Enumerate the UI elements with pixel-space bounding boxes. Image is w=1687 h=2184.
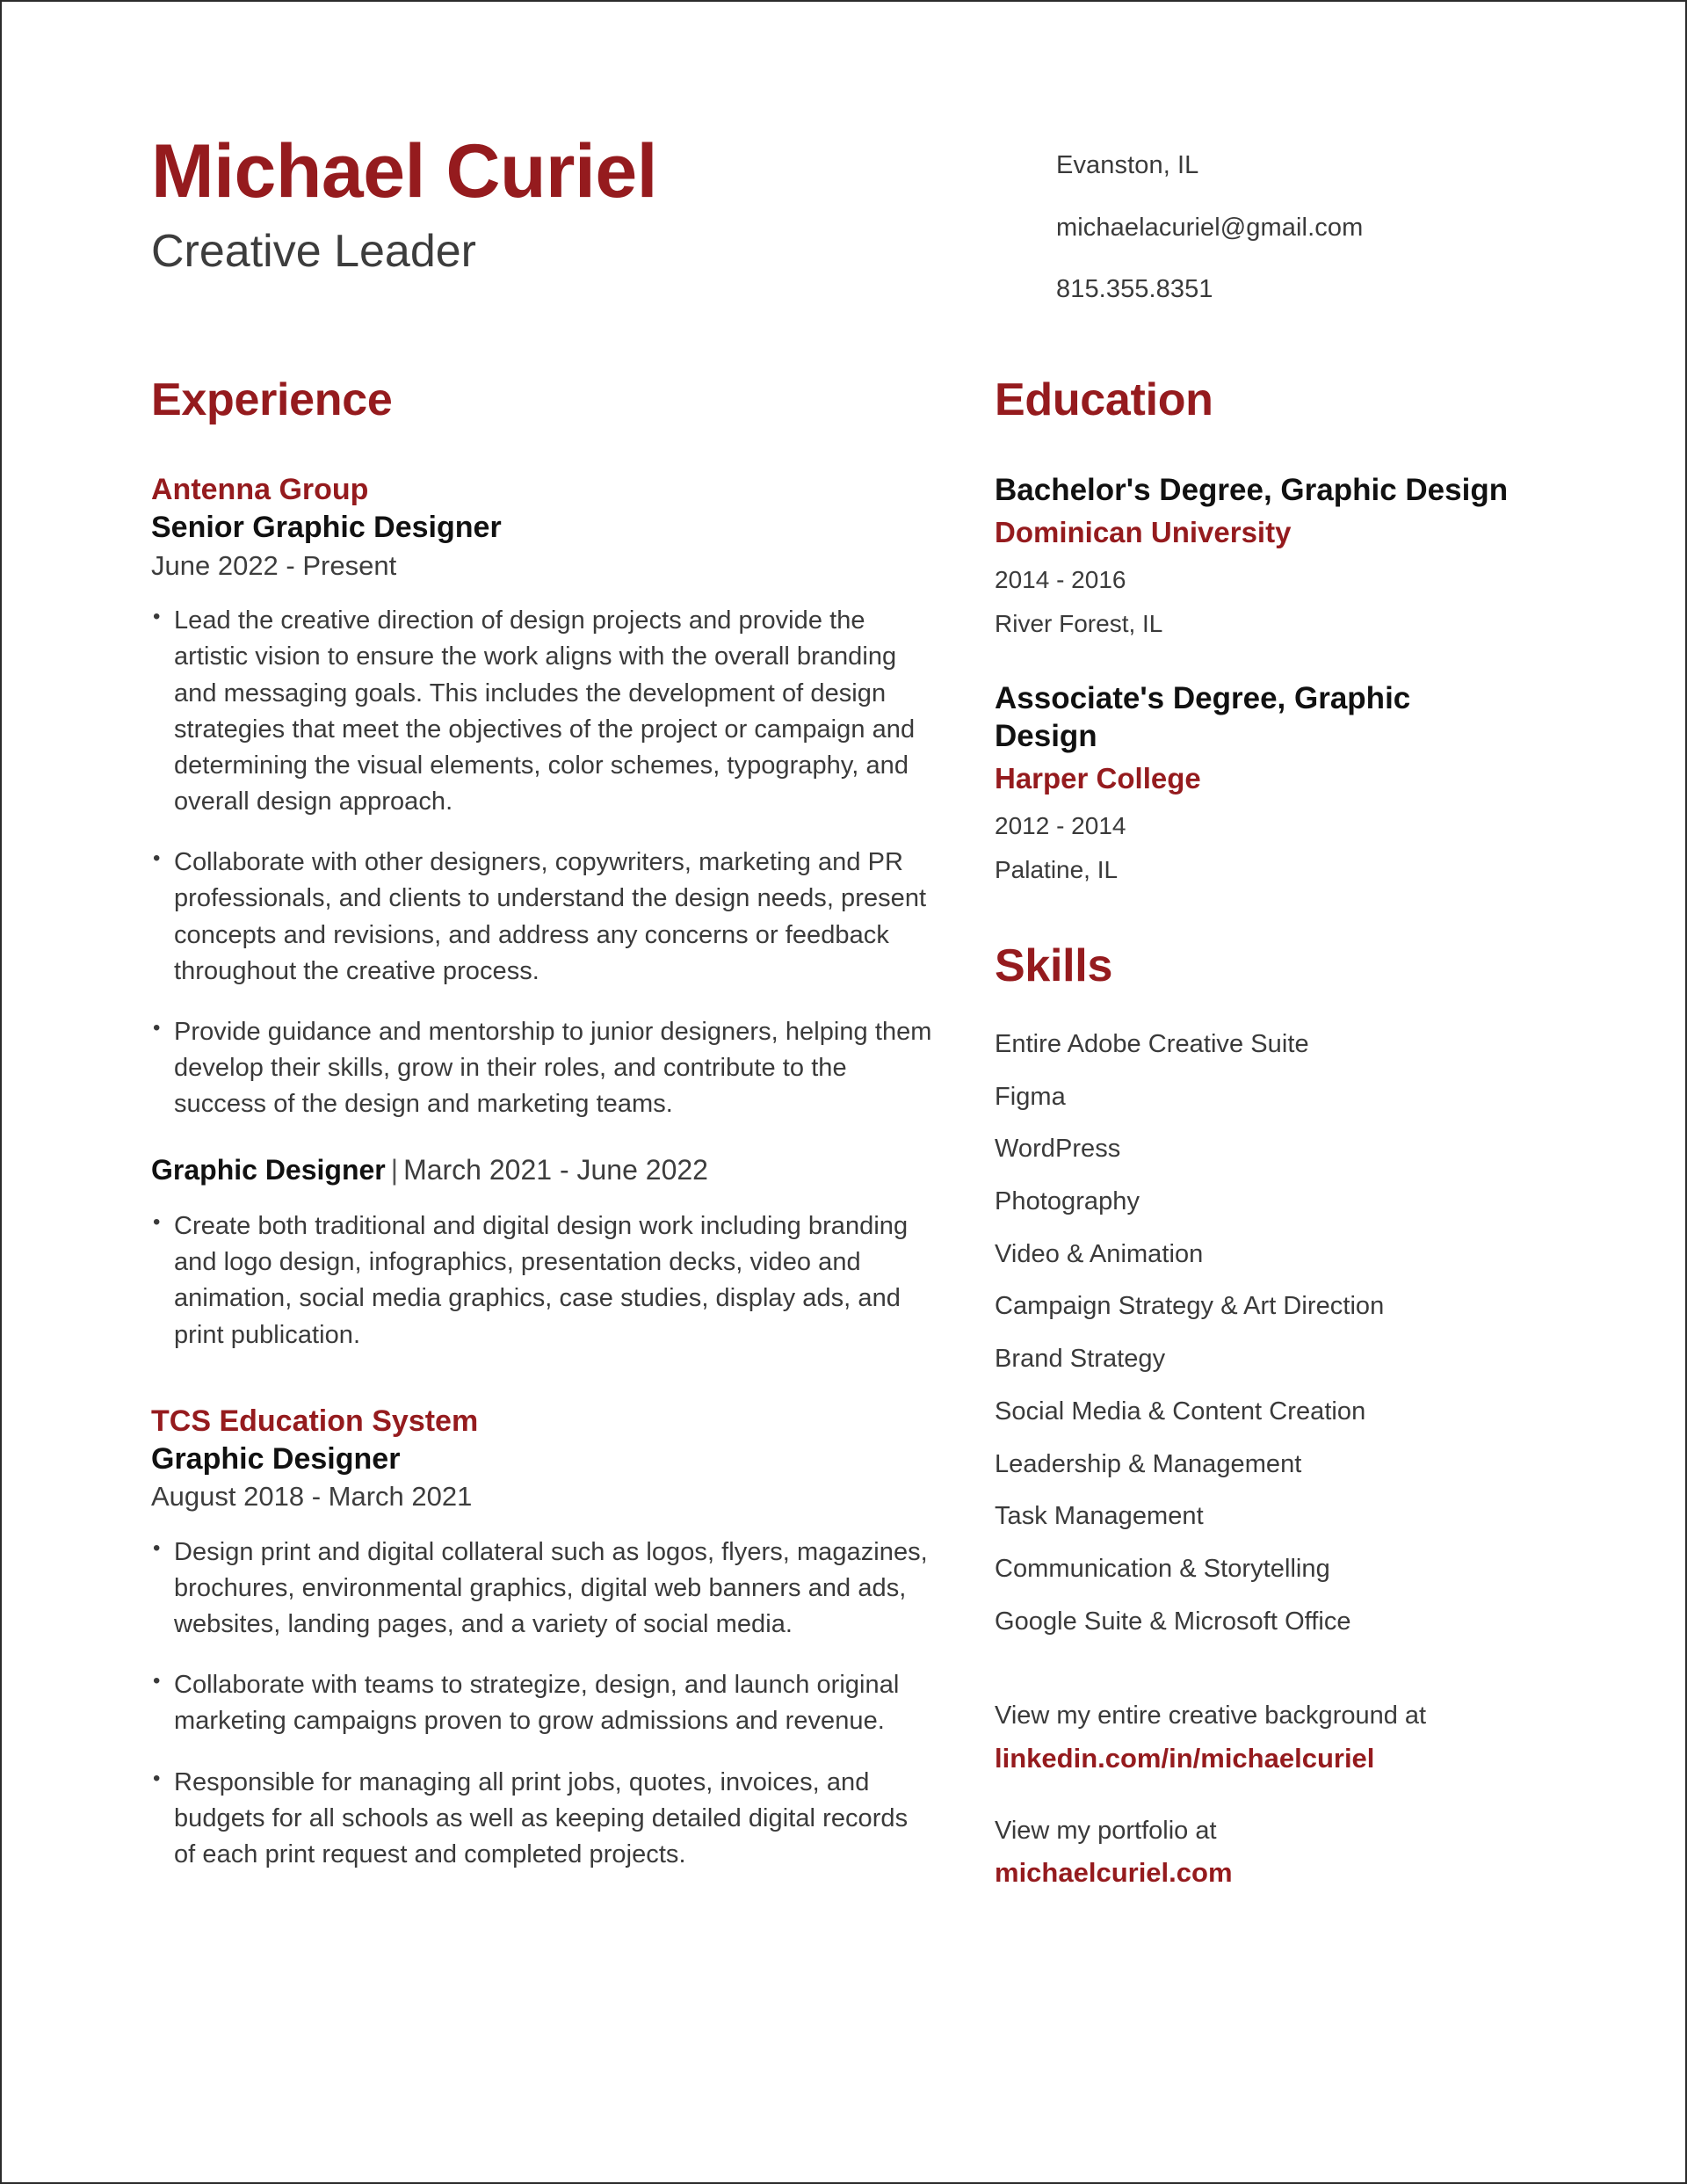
- job-bullet: • Design print and digital collateral such as logos, flyers, magazines, brochures, environmental graphics, digital web banners and ads, websites, landing pages, and a variety of social media.: [151, 1535, 933, 1643]
- skill-item: WordPress: [995, 1135, 1121, 1164]
- education-entry: [995, 679, 1518, 887]
- skill-item: Figma: [995, 1082, 1066, 1111]
- job-role: Senior Graphic Designer: [151, 511, 502, 545]
- skill-item: Leadership & Management: [995, 1449, 1302, 1478]
- skill-item: Communication & Storytelling: [995, 1554, 1330, 1583]
- link-label: View my entire creative background at: [995, 1701, 1427, 1731]
- job-company: TCS Education System: [151, 1404, 479, 1438]
- link-group-portfolio: [995, 1815, 1518, 1890]
- section-title-skills: Skills: [995, 940, 1113, 991]
- portfolio-link[interactable]: michaelcuriel.com: [995, 1857, 1233, 1889]
- skill-item: Photography: [995, 1187, 1140, 1216]
- resume-header: [151, 129, 1518, 307]
- job-bullet: • Create both traditional and digital design work including branding and logo design, infographics, presentation decks, video and animation, social media graphics, case studies, display ads, and print publication.: [151, 1208, 933, 1353]
- resume-content: [2, 2, 1685, 1890]
- experience-entry: [151, 471, 933, 1353]
- job-bullet: • Lead the creative direction of design projects and provide the artistic vision to ensure the work aligns with the overall branding and messaging goals. This includes the development of design strategies that meet the objectives of the project or campaign and determining the visual elements, color schemes, typography, and overall design approach.: [151, 603, 933, 820]
- skill-item: Video & Animation: [995, 1239, 1204, 1268]
- header-identity: [151, 129, 1056, 280]
- contact-phone[interactable]: 815.355.8351: [1056, 275, 1213, 304]
- sidebar-column: [995, 375, 1518, 1890]
- contact-location: Evanston, IL: [1056, 151, 1199, 179]
- skill-item: Brand Strategy: [995, 1345, 1166, 1374]
- job-bullet: • Responsible for managing all print jobs, quotes, invoices, and budgets for all schools as well as keeping detailed digital records of each print request and completed projects.: [151, 1765, 933, 1874]
- job-subrole-title: Graphic Designer: [151, 1154, 386, 1186]
- education-school: Harper College: [995, 762, 1201, 795]
- job-bullet: • Collaborate with teams to strategize, design, and launch original marketing campaigns proven to grow admissions and revenue.: [151, 1667, 933, 1739]
- job-subrole-dates: March 2021 - June 2022: [403, 1154, 708, 1186]
- job-bullet: • Collaborate with other designers, copywriters, marketing and PR professionals, and clients to understand the design needs, present concepts and revisions, and address any concerns or feedback throughout the creative process.: [151, 845, 933, 990]
- resume-body: [151, 375, 1518, 1890]
- experience-column: [151, 375, 995, 1873]
- full-name: Michael Curiel: [151, 129, 658, 214]
- job-subrole-separator: |: [390, 1154, 399, 1186]
- job-bullet: • Provide guidance and mentorship to junior designers, helping them develop their skills, grow in their roles, and contribute to the success of the design and marketing teams.: [151, 1014, 933, 1123]
- education-degree: Bachelor's Degree, Graphic Design: [995, 473, 1509, 508]
- job-company: Antenna Group: [151, 473, 369, 507]
- skills-list: [995, 1028, 1518, 1638]
- education-location: Palatine, IL: [995, 856, 1119, 884]
- skill-item: Campaign Strategy & Art Direction: [995, 1292, 1385, 1321]
- contact-block: [1056, 134, 1518, 307]
- job-subrole-heading: [151, 1152, 933, 1189]
- experience-entry: [151, 1403, 933, 1873]
- education-location: River Forest, IL: [995, 610, 1163, 638]
- link-group-linkedin: [995, 1700, 1518, 1775]
- skill-item: Entire Adobe Creative Suite: [995, 1030, 1309, 1059]
- skill-item: Google Suite & Microsoft Office: [995, 1607, 1351, 1636]
- education-entry: [995, 471, 1518, 640]
- education-years: 2014 - 2016: [995, 565, 1126, 593]
- education-school: Dominican University: [995, 516, 1292, 548]
- section-title-education: Education: [995, 374, 1213, 426]
- job-bullet-list: [151, 1535, 933, 1873]
- contact-email[interactable]: michaelacuriel@gmail.com: [1056, 213, 1364, 242]
- job-role: Graphic Designer: [151, 1441, 401, 1476]
- job-dates: June 2022 - Present: [151, 549, 397, 581]
- skill-item: Social Media & Content Creation: [995, 1397, 1366, 1426]
- section-title-experience: Experience: [151, 374, 393, 426]
- skill-item: Task Management: [995, 1502, 1204, 1531]
- job-title-tagline: Creative Leader: [151, 225, 476, 277]
- link-label: View my portfolio at: [995, 1816, 1217, 1845]
- job-dates: August 2018 - March 2021: [151, 1481, 473, 1513]
- job-bullet-list: [151, 603, 933, 1122]
- links-section: [995, 1700, 1518, 1890]
- education-years: 2012 - 2014: [995, 812, 1126, 840]
- job-heading: [151, 471, 933, 584]
- linkedin-link[interactable]: linkedin.com/in/michaelcuriel: [995, 1742, 1375, 1774]
- job-subrole-bullet-list: [151, 1208, 933, 1353]
- job-heading: [151, 1403, 933, 1515]
- education-degree: Associate's Degree, Graphic Design: [995, 680, 1411, 754]
